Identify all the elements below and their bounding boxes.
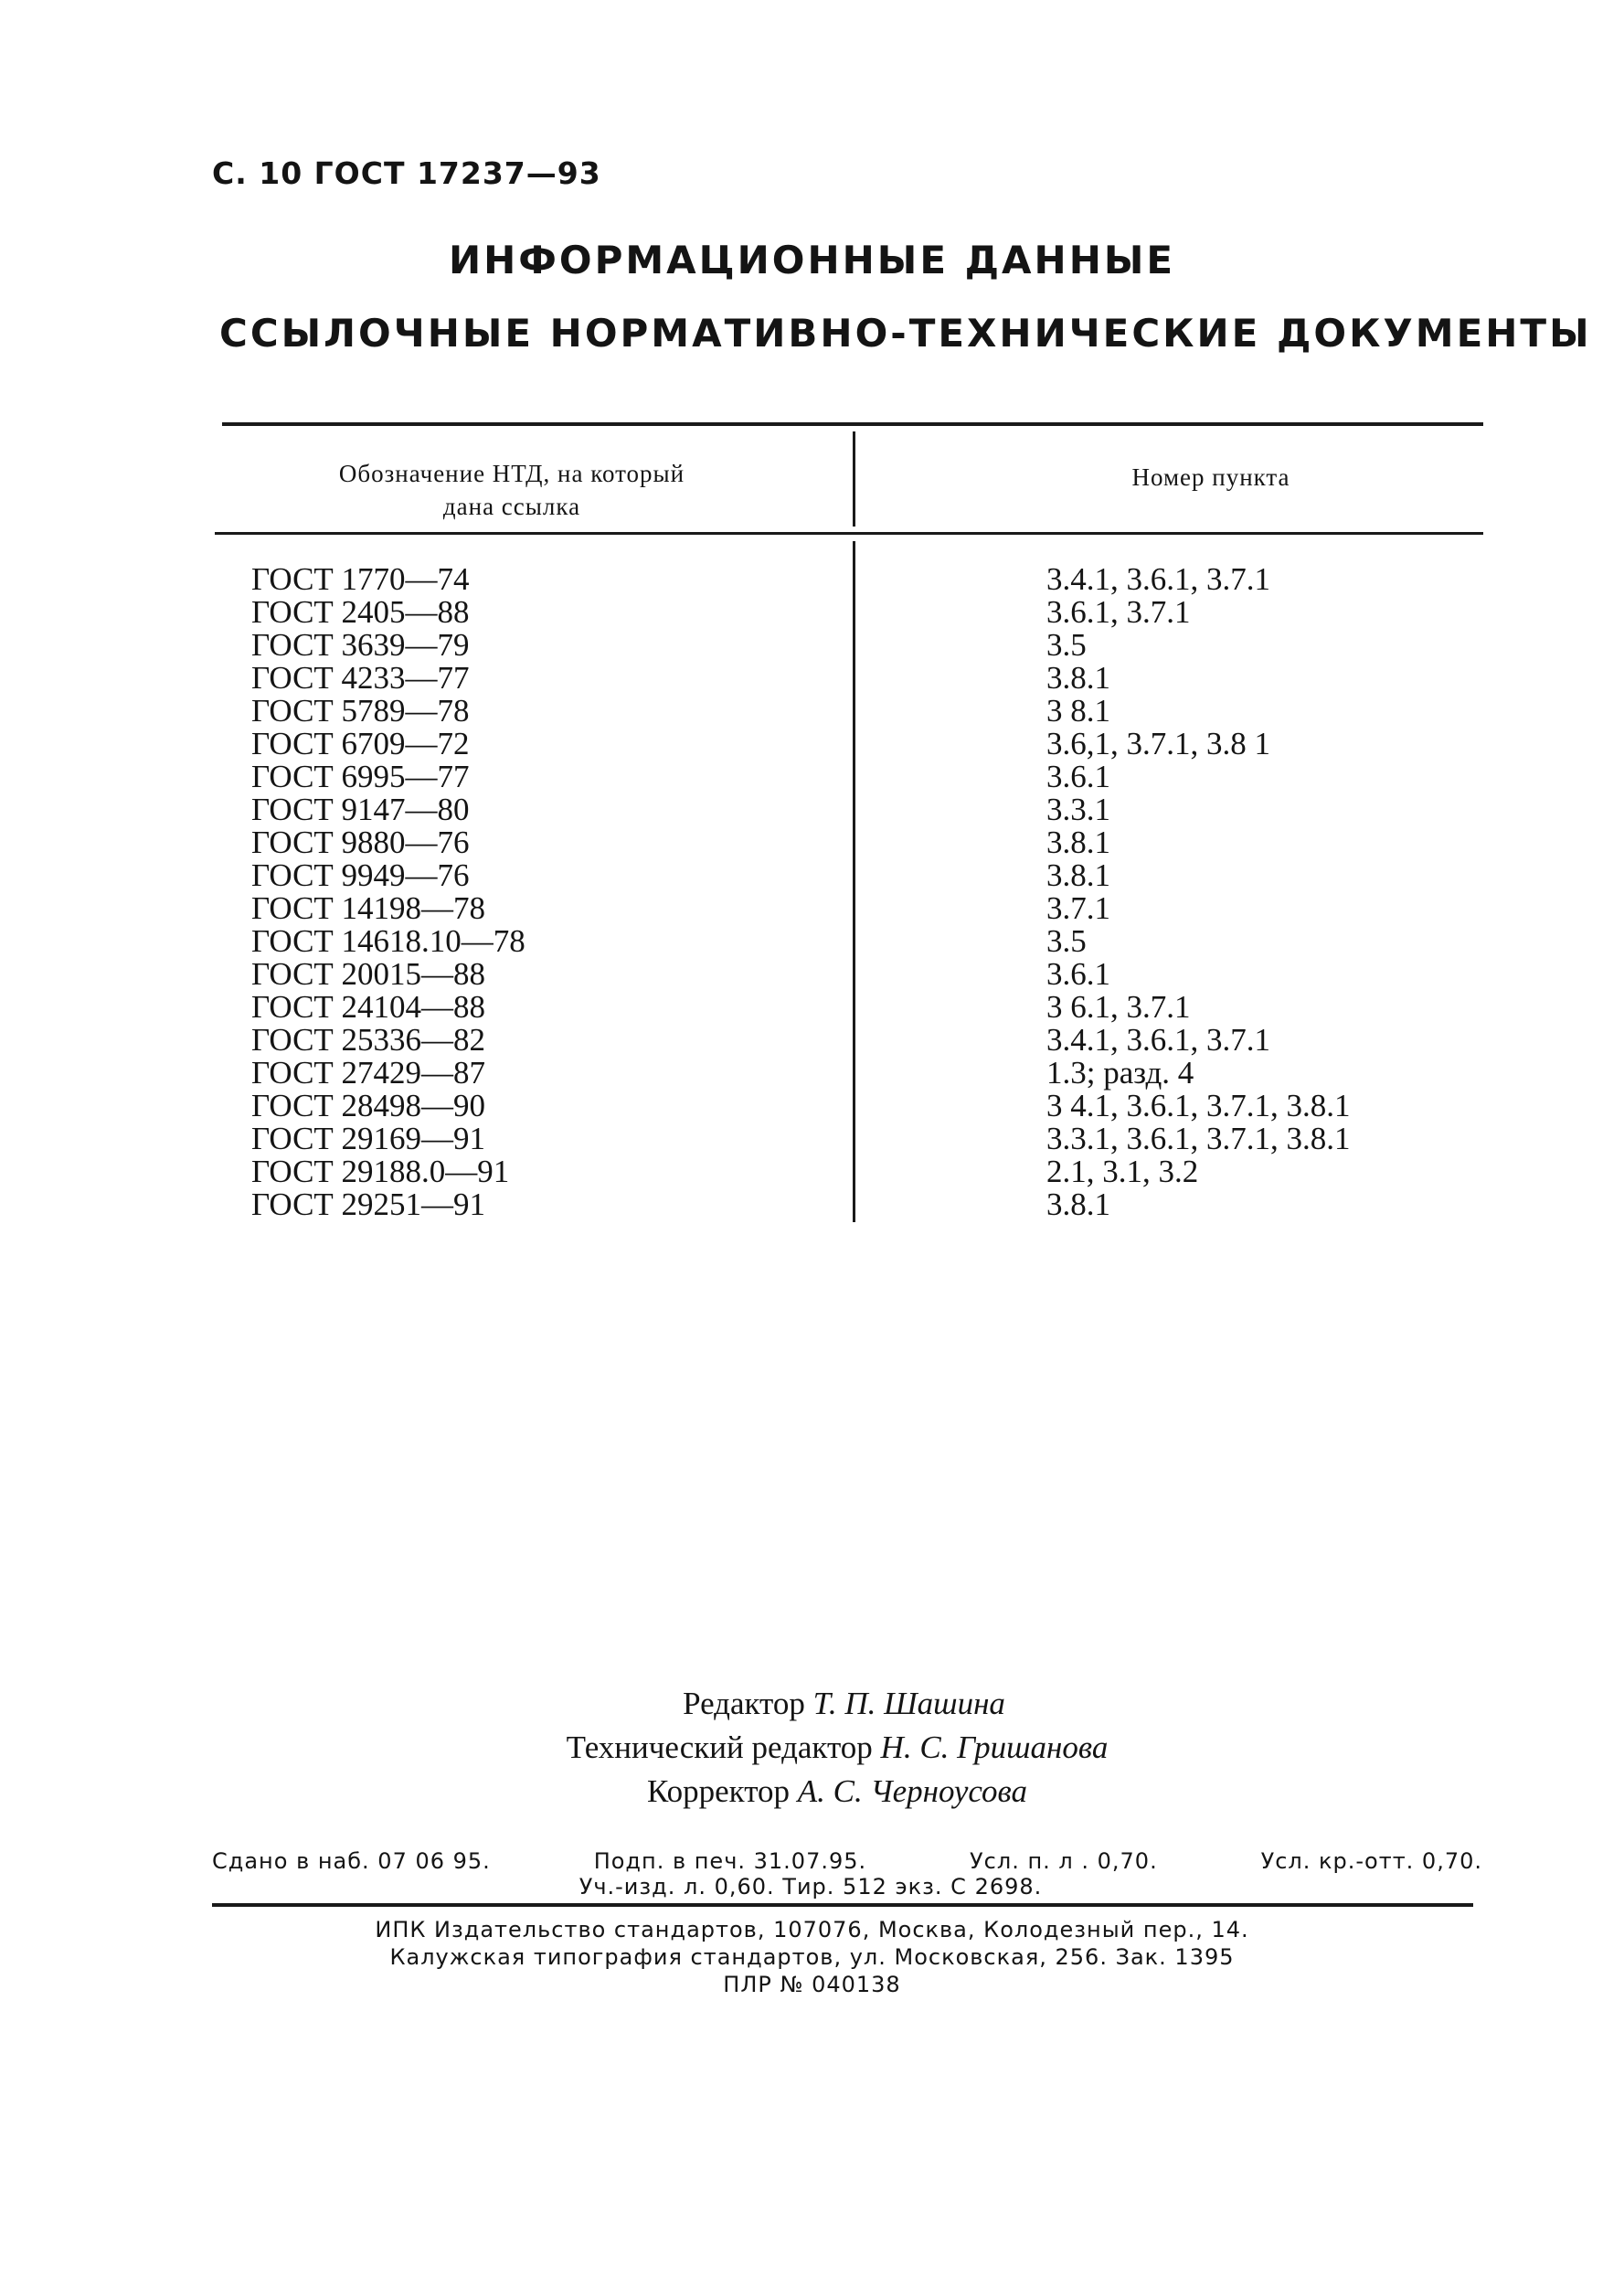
- table-header-document-line1: Обозначение НТД, на который: [338, 460, 685, 487]
- imprint-signed: Подп. в печ. 31.07.95.: [593, 1848, 867, 1874]
- imprint-print-sheets: Усл. п. л . 0,70.: [970, 1848, 1158, 1874]
- table-cell-doc: ГОСТ 20015—88: [251, 956, 486, 992]
- table-cell-items: 3.6,1, 3.7.1, 3.8 1: [1046, 726, 1270, 761]
- table-cell-doc: ГОСТ 4233—77: [251, 660, 470, 696]
- table-cell-items: 3 6.1, 3.7.1: [1046, 989, 1191, 1025]
- table-cell-items: 3.4.1, 3.6.1, 3.7.1: [1046, 561, 1270, 597]
- table-cell-doc: ГОСТ 29169—91: [251, 1121, 486, 1156]
- credit-tech-editor: [50, 1726, 1624, 1770]
- table-header-rule: [215, 532, 1483, 535]
- table-cell-items: 1.3; разд. 4: [1046, 1055, 1194, 1091]
- table-cell-doc: ГОСТ 9880—76: [251, 825, 470, 860]
- table-cell-items: 3.3.1: [1046, 792, 1110, 827]
- table-cell-doc: ГОСТ 6709—72: [251, 726, 470, 761]
- table-cell-doc: ГОСТ 5789—78: [251, 693, 470, 729]
- table-cell-items: 3.6.1: [1046, 956, 1110, 992]
- table-cell-doc: ГОСТ 14618.10—78: [251, 923, 525, 959]
- credit-corrector-name: А. С. Черноусова: [797, 1773, 1027, 1809]
- table-cell-items: 3.3.1, 3.6.1, 3.7.1, 3.8.1: [1046, 1121, 1351, 1156]
- table-cell-doc: ГОСТ 2405—88: [251, 594, 470, 630]
- publisher-line3: ПЛР № 040138: [723, 1972, 901, 1997]
- table-cell-items: 3.6.1: [1046, 759, 1110, 794]
- table-top-rule: [222, 422, 1483, 426]
- table-cell-items: 3.4.1, 3.6.1, 3.7.1: [1046, 1022, 1270, 1058]
- table-header-clause: Номер пункта: [1131, 463, 1290, 491]
- table-cell-doc: ГОСТ 25336—82: [251, 1022, 486, 1058]
- imprint-block: [212, 1848, 1482, 1900]
- table-cell-items: 3.5: [1046, 923, 1087, 959]
- table-cell-items: 3.8.1: [1046, 1187, 1110, 1222]
- credit-corrector: [50, 1770, 1624, 1814]
- table-cell-doc: ГОСТ 29188.0—91: [251, 1154, 510, 1189]
- title-sub: ССЫЛОЧНЫЕ НОРМАТИВНО-ТЕХНИЧЕСКИЕ ДОКУМЕНТЫ: [219, 311, 1592, 356]
- table-cell-doc: ГОСТ 6995—77: [251, 759, 470, 794]
- table-cell-items: 3.5: [1046, 627, 1087, 663]
- table-cell-doc: ГОСТ 9949—76: [251, 857, 470, 893]
- publisher-line1: ИПК Издательство стандартов, 107076, Москва, Колодезный пер., 14.: [375, 1917, 1249, 1942]
- table-cell-doc: ГОСТ 24104—88: [251, 989, 486, 1025]
- table-cell-items: 2.1, 3.1, 3.2: [1046, 1154, 1199, 1189]
- title-main: ИНФОРМАЦИОННЫЕ ДАННЫЕ: [448, 238, 1176, 282]
- table-cell-items: 3 4.1, 3.6.1, 3.7.1, 3.8.1: [1046, 1088, 1351, 1123]
- imprint-color-prints: Усл. кр.-отт. 0,70.: [1260, 1848, 1482, 1874]
- table-cell-items: 3.8.1: [1046, 660, 1110, 696]
- table-cell-items: 3.8.1: [1046, 825, 1110, 860]
- credit-editor-name: Т. П. Шашина: [812, 1686, 1005, 1721]
- page-header: С. 10 ГОСТ 17237—93: [212, 155, 601, 191]
- publisher-block: [0, 1916, 1624, 1998]
- credit-corrector-label: Корректор: [647, 1773, 791, 1809]
- imprint-rule: [212, 1903, 1473, 1907]
- imprint-line2: Уч.-изд. л. 0,60. Тир. 512 экз. С 2698.: [578, 1874, 1043, 1900]
- table-cell-doc: ГОСТ 14198—78: [251, 890, 486, 926]
- table-cell-items: 3.8.1: [1046, 857, 1110, 893]
- table-column-clauses: [1046, 563, 1476, 1221]
- table-cell-items: 3.6.1, 3.7.1: [1046, 594, 1191, 630]
- table-header-divider: [853, 431, 855, 527]
- table-cell-items: 3.7.1: [1046, 890, 1110, 926]
- table-cell-doc: ГОСТ 27429—87: [251, 1055, 486, 1091]
- credit-tech-editor-label: Технический редактор: [566, 1729, 873, 1765]
- credits-block: [0, 1682, 1624, 1814]
- credit-editor-label: Редактор: [683, 1686, 805, 1721]
- table-cell-doc: ГОСТ 3639—79: [251, 627, 470, 663]
- table-cell-doc: ГОСТ 1770—74: [251, 561, 470, 597]
- credit-tech-editor-name: Н. С. Гришанова: [880, 1729, 1109, 1765]
- table-cell-doc: ГОСТ 29251—91: [251, 1187, 486, 1222]
- table-header-document-line2: дана ссылка: [442, 493, 581, 520]
- table-cell-doc: ГОСТ 9147—80: [251, 792, 470, 827]
- table-cell-doc: ГОСТ 28498—90: [251, 1088, 486, 1123]
- table-body-divider: [853, 541, 855, 1222]
- table-header-document: [256, 457, 768, 523]
- credit-editor: [64, 1682, 1624, 1726]
- imprint-submitted: Сдано в наб. 07 06 95.: [212, 1848, 491, 1874]
- publisher-line2: Калужская типография стандартов, ул. Московская, 256. Зак. 1395: [389, 1944, 1235, 1970]
- table-column-documents: [251, 563, 818, 1221]
- table-cell-items: 3 8.1: [1046, 693, 1110, 729]
- imprint-line1: [212, 1848, 1482, 1874]
